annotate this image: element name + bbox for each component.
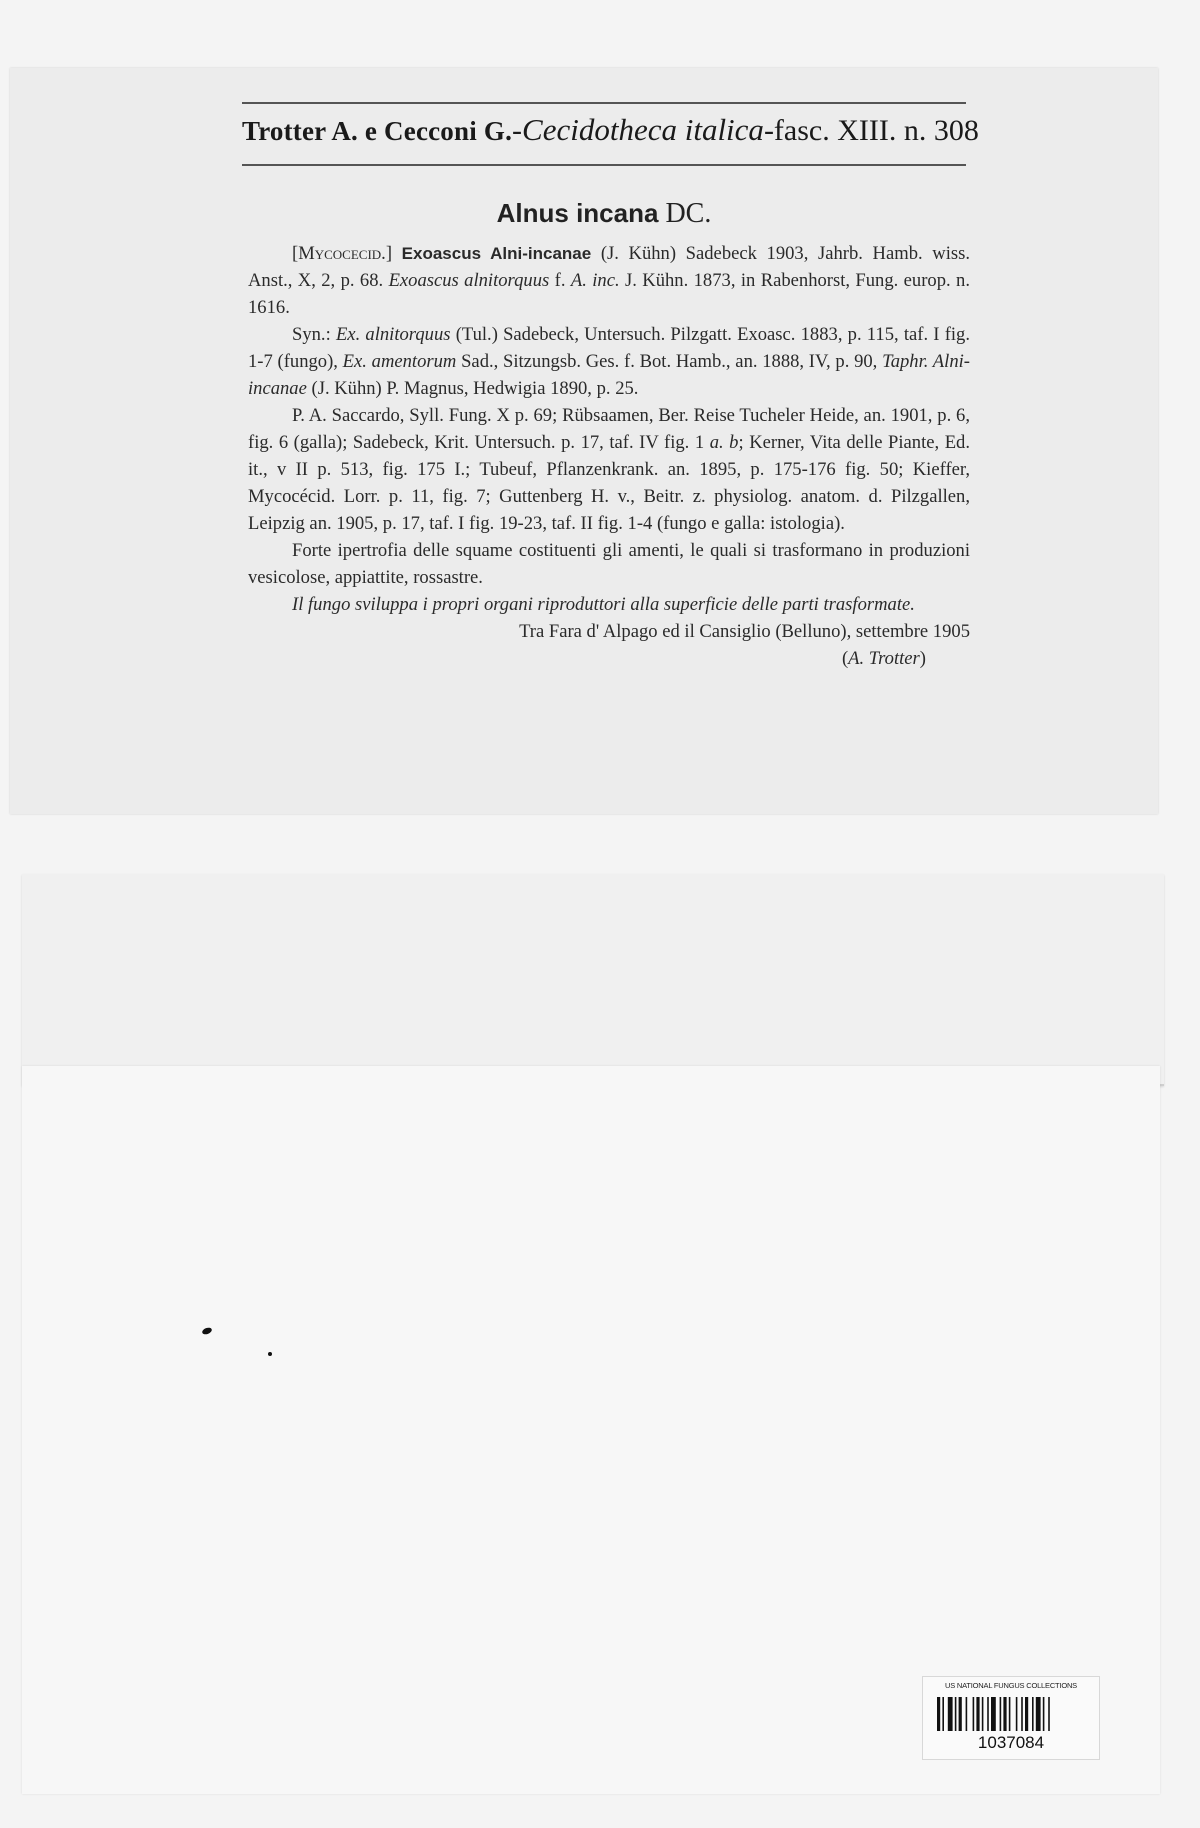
barcode-bar [959, 1697, 962, 1731]
host-name: Alnus incana [496, 198, 659, 228]
barcode-bar [955, 1697, 957, 1731]
barcode-bar [1043, 1697, 1045, 1731]
header-separator: - [512, 114, 523, 147]
paragraph-name [248, 240, 970, 321]
synonym-italic: Ex. alnitorquus [335, 324, 451, 345]
header-series: Cecidotheca italica [522, 112, 764, 147]
citation-italic: Exoascus alnitorquus [388, 270, 550, 291]
barcode-bar [966, 1697, 968, 1731]
header-authors: Trotter A. e Cecconi G. [242, 116, 513, 146]
fungus-name: Exoascus Alni-incanae [401, 244, 592, 263]
host-authority: DC. [665, 198, 712, 229]
barcode-bar [948, 1697, 953, 1731]
barcode-bar [1003, 1697, 1006, 1731]
barcode-bar [1016, 1697, 1018, 1731]
host-title [242, 198, 966, 230]
barcode-number: 1037084 [977, 1733, 1045, 1752]
specimen-fragment [268, 1352, 272, 1356]
synonym-text: Syn.: [292, 324, 331, 345]
reference-italic: a. b [709, 432, 739, 453]
barcode-bars [937, 1697, 1085, 1731]
barcode-bar [973, 1697, 975, 1731]
barcode-bar [1032, 1697, 1034, 1731]
barcode-bar [937, 1697, 940, 1731]
header-rule-top [242, 102, 966, 104]
specimen-label [10, 68, 1158, 814]
envelope-flap [22, 874, 1164, 1086]
citation-text: J. Kühn. 1873, in Rabenhorst, Fung. europ. n. 1616. [248, 270, 970, 318]
paragraph-synonyms [248, 321, 970, 402]
synonym-text: Sad., Sitzungsb. Ges. f. Bot. Hamb., an. 1888, IV, p. 90, [461, 351, 878, 372]
barcode-bar [1036, 1697, 1041, 1731]
barcode-bar [942, 1697, 944, 1731]
barcode-label [922, 1676, 1100, 1760]
label-header [242, 112, 979, 148]
paragraph-references [248, 402, 970, 537]
citation-italic: A. inc. [570, 270, 620, 291]
header-fascicle: -fasc. XIII. n. 308 [763, 114, 979, 147]
paragraph-note: Il fungo sviluppa i propri organi riproduttori alla superficie delle parti trasformate. [292, 594, 915, 615]
barcode-bar [1021, 1697, 1023, 1731]
barcode-institution: US NATIONAL FUNGUS COLLECTIONS [945, 1681, 1077, 1690]
synonym-italic: Ex. amentorum [342, 351, 457, 372]
reference-text: ; Kerner, Vita delle Piante, Ed. it., v II p. 513, fig. 175 I.; Tubeuf, Pflanzenkrank. an. 1895, p. 175-176 fig. 50; Kieffer, Mycocécid. Lorr. p. 11, fig. 7; Guttenberg H. v., Beitr. z. physiolog. anatom. d. Pilzgallen, Leipzig an. 1905, p. 17, taf. I fig. 19-23, taf. II fig. 1-4 (fungo e galla: istologia). [248, 432, 971, 534]
synonym-text: (Tul.) Sadebeck, Untersuch. Pilzgatt. Exoasc. 1883, p. 115, taf. I fig. 1-7 (fungo), [248, 324, 971, 372]
locality-line: Tra Fara d' Alpago ed il Cansiglio (Belluno), settembre 1905 [519, 621, 970, 642]
barcode-bar [987, 1697, 989, 1731]
citation-text: f. [554, 270, 566, 291]
barcode-bar [1025, 1697, 1028, 1731]
barcode-bar [1048, 1697, 1050, 1731]
citation-text: (J. Kühn) Sadebeck 1903, Jahrb. Hamb. wiss. Anst., X, 2, p. 68. [248, 243, 970, 291]
barcode-bar [976, 1697, 979, 1731]
group-tag: [Mycocecid.] [292, 243, 393, 264]
barcode-bar [1000, 1697, 1002, 1731]
barcode-bar [982, 1697, 984, 1731]
reference-text: P. A. Saccardo, Syll. Fung. X p. 69; Rübsaamen, Ber. Reise Tucheler Heide, an. 1901, p. 6, fig. 6 (galla); Sadebeck, Krit. Untersuch. p. 17, taf. IV fig. 1 [248, 405, 970, 453]
barcode-bar [1009, 1697, 1011, 1731]
barcode-bar [991, 1697, 996, 1731]
synonym-italic: Taphr. Alni-incanae [248, 351, 970, 399]
label-body [248, 240, 970, 672]
header-rule-bottom [242, 164, 966, 166]
collector-name: A. Trotter [848, 648, 920, 669]
collector-line: (A. Trotter) [841, 648, 926, 669]
synonym-text: (J. Kühn) P. Magnus, Hedwigia 1890, p. 25. [311, 378, 639, 399]
paragraph-description: Forte ipertrofia delle squame costituenti gli amenti, le quali si trasformano in produzioni vesicolose, appiattite, rossastre. [248, 540, 970, 588]
